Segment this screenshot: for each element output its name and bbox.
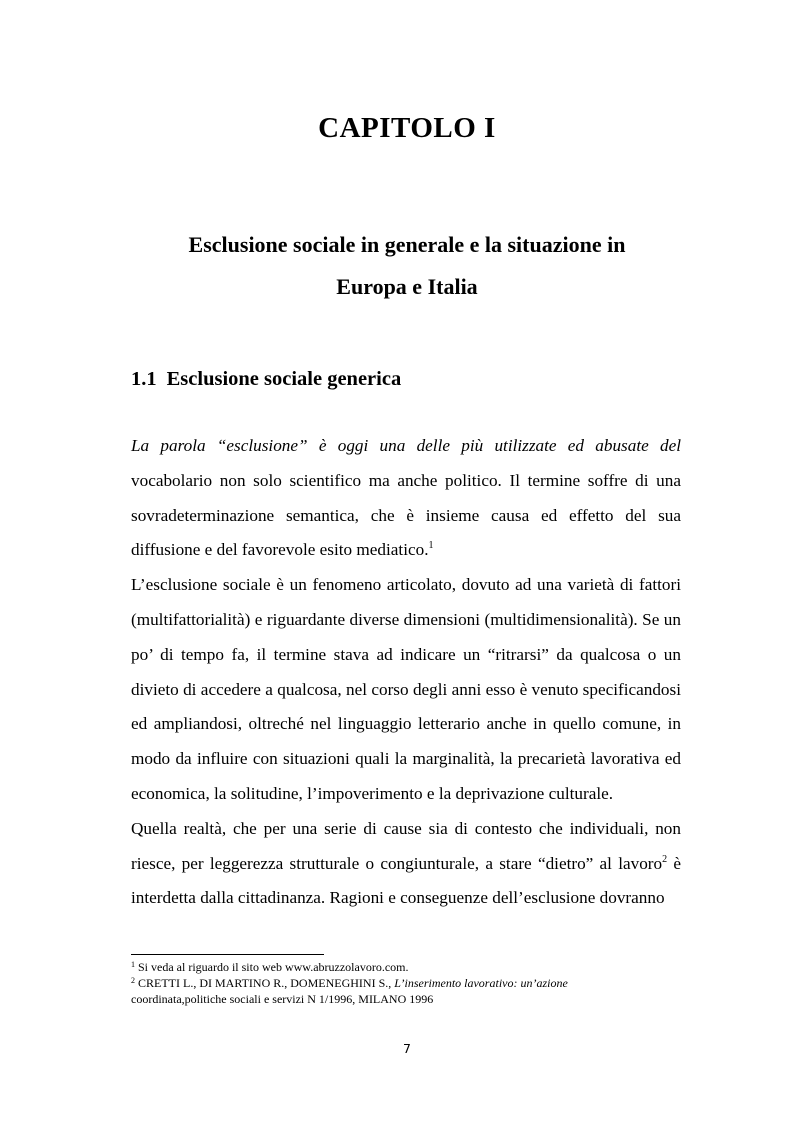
paragraph-3-text-b: è interdetta dalla cittadinanza. Ragioni e conseguenze dell’esclusione dovranno — [131, 853, 681, 908]
footnote-1 — [131, 959, 691, 975]
section-title: Esclusione sociale generica — [166, 368, 402, 390]
footnote-ref-1[interactable]: 1 — [428, 540, 434, 552]
footnote-2-authors: CRETTI L., DI MARTINO R., DOMENEGHINI S., — [135, 976, 395, 990]
paragraph-1-text: vocabolario non solo scientifico ma anche politico. Il termine soffre di una sovradeterminazione semantica, che è insieme causa ed effetto del sua diffusione e del favorevole esito mediatico. — [131, 470, 681, 560]
chapter-title: CAPITOLO I — [318, 112, 496, 144]
section-number: 1.1 — [131, 368, 157, 390]
paragraph-1 — [131, 429, 681, 568]
paragraph-3 — [131, 812, 681, 916]
paragraph-3-text-a: Quella realtà, che per una serie di cause sia di contesto che individuali, non riesce, per leggerezza strutturale o congiunturale, a stare “dietro” al lavoro — [131, 818, 681, 873]
chapter-subtitle — [160, 224, 654, 308]
section-heading — [131, 368, 401, 391]
paragraph-2: L’esclusione sociale è un fenomeno articolato, dovuto ad una varietà di fattori (multifattorialità) e riguardante diverse dimensioni (multidimensionalità). Se un po’ di tempo fa, il termine stava ad indicare un “ritrarsi” da qualcosa o un divieto di accedere a qualcosa, nel corso degli anni esso è venuto specificandosi ed ampliandosi, oltreché nel linguaggio letterario anche in quello comune, in modo da influire con situazioni quali la marginalità, la precarietà lavorativa ed economica, la solitudine, l’impoverimento e la deprivazione culturale. — [131, 575, 681, 803]
footnote-separator — [131, 954, 324, 955]
body-text — [131, 429, 681, 916]
footnote-ref-2[interactable]: 2 — [662, 853, 668, 865]
footnote-2-rest: coordinata,politiche sociali e servizi N 1/1996, MILANO 1996 — [131, 992, 434, 1006]
paragraph-1-italic-lead: La parola “esclusione” è oggi una delle più utilizzate ed abusate del — [131, 436, 681, 455]
chapter-subtitle-line-2: Europa e Italia — [336, 274, 478, 299]
footnote-1-text: Si veda al riguardo il sito web www.abruzzolavoro.com. — [135, 960, 409, 974]
footnote-2-title: L’inserimento lavorativo: un’azione — [394, 976, 568, 990]
page-number: 7 — [403, 1041, 411, 1056]
footnotes — [131, 959, 691, 1007]
footnote-2 — [131, 975, 691, 1007]
footnote-1-number: 1 — [131, 960, 135, 969]
chapter-subtitle-line-1: Esclusione sociale in generale e la situazione in — [188, 232, 626, 257]
footnote-2-number: 2 — [131, 976, 135, 985]
